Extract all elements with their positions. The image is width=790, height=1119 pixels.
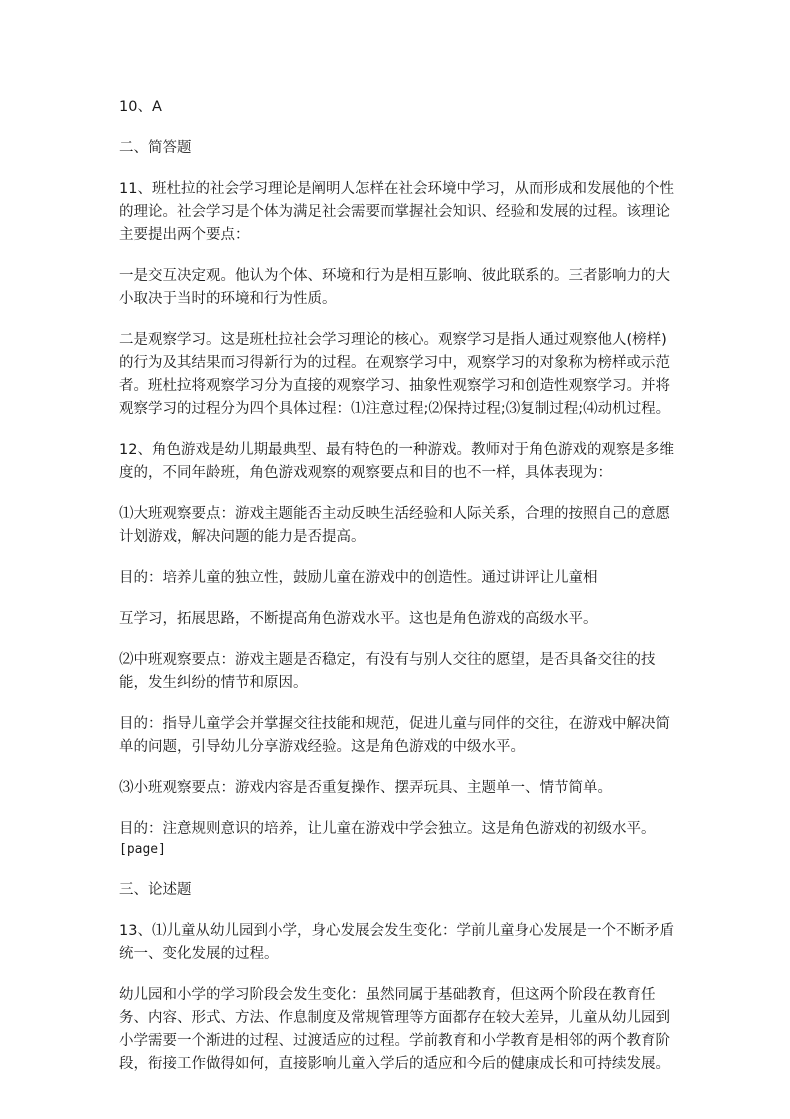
answer-10: 10、A [119, 99, 162, 115]
section-heading-essay: 三、论述题 [119, 882, 192, 898]
answer-12-junior-class: ⑶小班观察要点：游戏内容是否重复操作、摆弄玩具、主题单一、情节简单。 [119, 780, 612, 796]
answer-11-point-2: 二是观察学习。这是班杜拉社会学习理论的核心。观察学习是指人通过观察他人(榜样)的行为及其结果而习得新行为的过程。在观察学习中，观察学习的对象称为榜样或示范者。班杜拉将观察学习分为直接的观察学习、抽象性观察学习和创造性观察学习。并将观察学习的过程分为四个具体过程：⑴注意过程;⑵保持过程;⑶复制过程;⑷动机过程。 [119, 332, 671, 417]
answer-12-senior-goal-part-2: 互学习，拓展思路，不断提高角色游戏水平。这也是角色游戏的高级水平。 [119, 611, 598, 627]
answer-13-part-1: 13、⑴儿童从幼儿园到小学，身心发展会发生变化：学前儿童身心发展是一个不断矛盾统一、变化发展的过程。 [119, 923, 674, 962]
document-body [119, 96, 679, 1094]
page-break-marker: [page] [119, 842, 166, 857]
answer-12-middle-goal: 目的：指导儿童学会并掌握交往技能和规范，促进儿童与同伴的交往，在游戏中解决简单的问题，引导幼儿分享游戏经验。这是角色游戏的中级水平。 [119, 716, 670, 755]
answer-12-senior-class: ⑴大班观察要点：游戏主题能否主动反映生活经验和人际关系，合理的按照自己的意愿计划游戏，解决问题的能力是否提高。 [119, 506, 670, 545]
answer-13-part-2: 幼儿园和小学的学习阶段会发生变化：虽然同属于基础教育，但这两个阶段在教育任务、内容、形式、方法、作息制度及常规管理等方面都存在较大差异，儿童从幼儿园到小学需要一个渐进的过程、过渡适应的过程。学前教育和小学教育是相邻的两个教育阶段，衔接工作做得如何，直接影响儿童入学后的适应和今后的健康成长和可持续发展。 [119, 987, 670, 1072]
answer-12-intro: 12、角色游戏是幼儿期最典型、最有特色的一种游戏。教师对于角色游戏的观察是多维度的，不同年龄班，角色游戏观察的观察要点和目的也不一样，具体表现为： [119, 442, 674, 481]
answer-11-intro: 11、班杜拉的社会学习理论是阐明人怎样在社会环境中学习，从而形成和发展他的个性的理论。社会学习是个体为满足社会需要而掌握社会知识、经验和发展的过程。该理论主要提出两个要点： [119, 181, 674, 243]
answer-12-middle-class: ⑵中班观察要点：游戏主题是否稳定，有没有与别人交往的愿望，是否具备交往的技能，发生纠纷的情节和原因。 [119, 652, 656, 691]
section-heading-short-answer: 二、简答题 [119, 140, 192, 156]
answer-12-senior-goal-part-1: 目的：培养儿童的独立性，鼓励儿童在游戏中的创造性。通过讲评让儿童相 [119, 570, 598, 586]
answer-12-junior-goal: 目的：注意规则意识的培养，让儿童在游戏中学会独立。这是角色游戏的初级水平。 [119, 821, 656, 837]
answer-11-point-1: 一是交互决定观。他认为个体、环境和行为是相互影响、彼此联系的。三者影响力的大小取决于当时的环境和行为性质。 [119, 268, 670, 307]
